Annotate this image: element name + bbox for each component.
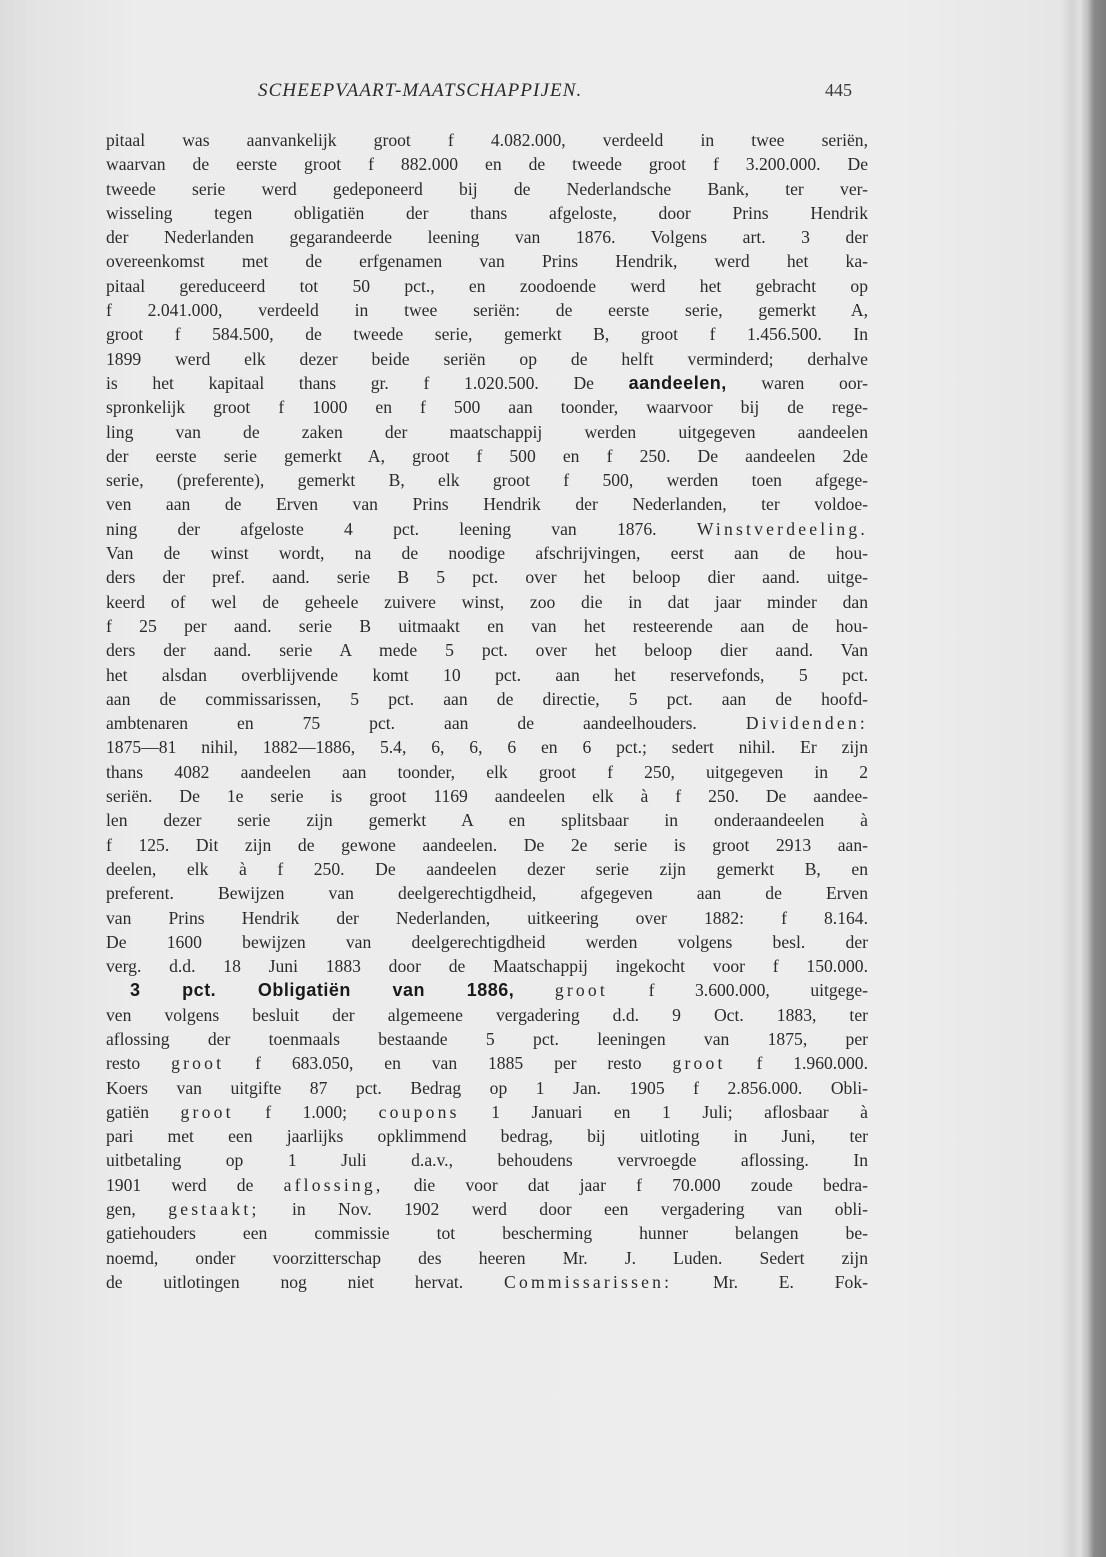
text-line: het alsdan overblijvende komt 10 pct. aan het reservefonds, 5 pct.	[106, 664, 868, 685]
text-line: uitbetaling op 1 Juli d.a.v., behoudens vervroegde aflossing. In	[106, 1150, 868, 1171]
section-heading-obligaties: 3 pct. Obligatiën van 1886,	[130, 980, 515, 1001]
text-line: der Nederlanden gegarandeerde leening van 1876. Volgens art. 3 der	[106, 227, 868, 248]
keyword-gestaakt: gestaakt;	[168, 1199, 260, 1220]
keyword-coupons: coupons	[378, 1101, 460, 1122]
text-line: pitaal gereduceerd tot 50 pct., en zoodoende werd het gebracht op	[106, 275, 868, 296]
text-line: wisseling tegen obligatiën der thans afgeloste, door Prins Hendrik	[106, 202, 868, 223]
keyword-groot: groot	[171, 1053, 225, 1074]
keyword-groot: groot	[672, 1053, 726, 1074]
text-line: keerd of wel de geheele zuivere winst, zoo die in dat jaar minder dan	[106, 591, 868, 612]
text-line: waarvan de eerste groot f 882.000 en de tweede groot f 3.200.000. De	[106, 154, 868, 175]
text-line: tweede serie werd gedeponeerd bij de Nederlandsche Bank, ter ver-	[106, 178, 868, 199]
running-header-title: SCHEEPVAART-MAATSCHAPPIJEN.	[258, 80, 583, 101]
text-line: overeenkomst met de erfgenamen van Prins Hendrik, werd het ka-	[106, 251, 868, 272]
text-line: gatiehouders een commissie tot bescherming hunner belangen be-	[106, 1223, 868, 1244]
text-line: ling van de zaken der maatschappij werden uitgegeven aandeelen	[106, 421, 868, 442]
text-run: resto	[106, 1053, 172, 1074]
text-line	[106, 1270, 868, 1294]
text-line: f 25 per aand. serie B uitmaakt en van het resteerende aan de hou-	[106, 615, 868, 636]
keyword-winstverdeeling: Winstverdeeling.	[696, 518, 868, 539]
text-line: ders der aand. serie A mede 5 pct. over het beloop dier aand. Van	[106, 640, 868, 661]
text-run: gatiën	[106, 1101, 181, 1122]
text-run: die voor dat jaar f 70.000 zoude bedra-	[383, 1174, 868, 1195]
keyword-dividenden: Dividenden:	[745, 713, 868, 734]
page-number: 445	[825, 80, 852, 100]
paragraph-obligations-1886	[106, 978, 868, 1294]
text-line	[106, 371, 868, 395]
text-line: aan de commissarissen, 5 pct. aan de directie, 5 pct. aan de hoofd-	[106, 688, 868, 709]
text-line: noemd, onder voorzitterschap des heeren Mr. J. Luden. Sedert zijn	[106, 1247, 868, 1268]
text-line: verg. d.d. 18 Juni 1883 door de Maatschappij ingekocht voor f 150.000.	[106, 956, 868, 977]
text-run: 1 Januari en 1 Juli; aflosbaar à	[459, 1101, 868, 1122]
text-run: in Nov. 1902 werd door een vergadering van obli-	[259, 1199, 868, 1220]
text-run: f 683.050, en van 1885 per resto	[224, 1053, 673, 1074]
text-run: f 1.960.000.	[725, 1053, 868, 1074]
text-run: gen,	[106, 1199, 169, 1220]
text-run: de uitlotingen nog niet hervat.	[106, 1271, 505, 1292]
text-line: serie, (preferente), gemerkt B, elk groot f 500, werden toen afgege-	[106, 470, 868, 491]
text-line: pitaal was aanvankelijk groot f 4.082.000, verdeeld in twee seriën,	[106, 130, 868, 150]
keyword-groot: groot	[554, 980, 608, 1001]
text-run: waren oor-	[726, 372, 868, 393]
text-line: spronkelijk groot f 1000 en f 500 aan toonder, waarvoor bij de rege-	[106, 397, 868, 418]
text-line	[106, 711, 868, 735]
text-line: f 125. Dit zijn de gewone aandeelen. De 2e serie is groot 2913 aan-	[106, 834, 868, 855]
text-line: 1875—81 nihil, 1882—1886, 5.4, 6, 6, 6 en 6 pct.; sedert nihil. Er zijn	[106, 737, 868, 758]
text-line	[106, 1051, 868, 1075]
text-line: deelen, elk à f 250. De aandeelen dezer serie zijn gemerkt B, en	[106, 858, 868, 879]
text-line	[106, 1197, 868, 1221]
text-line: seriën. De 1e serie is groot 1169 aandeelen elk à f 250. De aandee-	[106, 786, 868, 807]
text-line	[106, 978, 868, 1002]
paragraph-capital-shares	[106, 128, 868, 978]
text-line: ven aan de Erven van Prins Hendrik der Nederlanden, ter voldoe-	[106, 494, 868, 515]
text-line	[106, 1173, 868, 1197]
text-run: 1901 werd de	[106, 1174, 284, 1195]
keyword-aflossing: aflossing,	[283, 1174, 384, 1195]
text-line: van Prins Hendrik der Nederlanden, uitkeering over 1882: f 8.164.	[106, 907, 868, 928]
text-line: aflossing der toenmaals bestaande 5 pct. leeningen van 1875, per	[106, 1028, 868, 1049]
text-line: groot f 584.500, de tweede serie, gemerkt B, groot f 1.456.500. In	[106, 324, 868, 345]
text-line	[106, 517, 868, 541]
text-line: thans 4082 aandeelen aan toonder, elk groot f 250, uitgegeven in 2	[106, 761, 868, 782]
text-line	[106, 1100, 868, 1124]
keyword-commissarissen: Commissarissen:	[504, 1271, 673, 1292]
text-run: is het kapitaal thans gr. f 1.020.500. De	[106, 372, 629, 393]
text-line: De 1600 bewijzen van deelgerechtigdheid werden volgens besl. der	[106, 931, 868, 952]
text-run: ning der afgeloste 4 pct. leening van 1876.	[106, 518, 697, 539]
text-run: f 3.600.000, uitgege-	[608, 980, 868, 1001]
section-keyword-aandeelen: aandeelen,	[628, 372, 727, 393]
text-line: pari met een jaarlijks opklimmend bedrag, bij uitloting in Juni, ter	[106, 1126, 868, 1147]
text-line: ven volgens besluit der algemeene vergadering d.d. 9 Oct. 1883, ter	[106, 1004, 868, 1025]
page-body	[106, 128, 868, 1294]
text-line: 1899 werd elk dezer beide seriën op de helft verminderd; derhalve	[106, 348, 868, 369]
text-run: Mr. E. Fok-	[672, 1271, 868, 1292]
text-line: len dezer serie zijn gemerkt A en splitsbaar in onderaandeelen à	[106, 810, 868, 831]
text-line: ders der pref. aand. serie B 5 pct. over het beloop dier aand. uitge-	[106, 567, 868, 588]
text-line: Van de winst wordt, na de noodige afschrijvingen, eerst aan de hou-	[106, 543, 868, 564]
text-run: ambtenaren en 75 pct. aan de aandeelhouders.	[106, 713, 746, 734]
text-line: preferent. Bewijzen van deelgerechtigdheid, afgegeven aan de Erven	[106, 883, 868, 904]
text-run: f 1.000;	[233, 1101, 379, 1122]
keyword-groot: groot	[180, 1101, 234, 1122]
text-line: f 2.041.000, verdeeld in twee seriën: de eerste serie, gemerkt A,	[106, 300, 868, 321]
text-line: der eerste serie gemerkt A, groot f 500 en f 250. De aandeelen 2de	[106, 445, 868, 466]
text-line: Koers van uitgifte 87 pct. Bedrag op 1 Jan. 1905 f 2.856.000. Obli-	[106, 1077, 868, 1098]
